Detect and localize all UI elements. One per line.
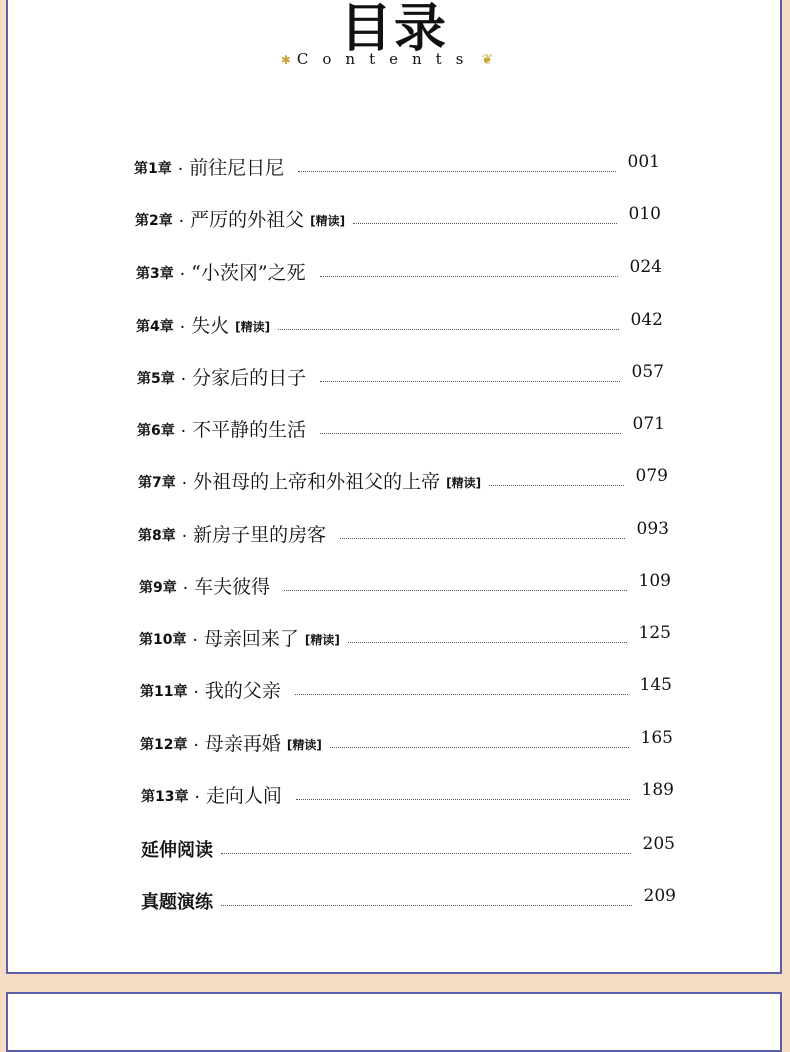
page-number: 071: [632, 414, 665, 434]
toc-page: [6, 0, 782, 974]
chapter-title: 车夫彼得: [194, 576, 271, 598]
dot-leader: [340, 538, 624, 539]
chapter-number: 第9章: [139, 580, 177, 596]
chapter-title: 严厉的外祖父: [190, 209, 305, 231]
page-number: 024: [629, 257, 662, 277]
toc-row[interactable]: [138, 517, 669, 547]
toc-row-extra[interactable]: [141, 832, 675, 862]
chapter-number: 第8章: [138, 528, 176, 544]
section-title: 真题演练: [141, 892, 213, 913]
page-number: 093: [636, 519, 669, 539]
toc-row[interactable]: [138, 464, 668, 494]
chapter-title: 分家后的日子: [192, 367, 307, 389]
page-number: 109: [638, 571, 671, 591]
chapter-title: “小茨冈”之死: [191, 262, 306, 284]
separator: ·: [182, 579, 189, 599]
page-number: 125: [638, 623, 671, 643]
dot-leader: [320, 276, 618, 277]
separator: ·: [192, 631, 198, 651]
separator: ·: [194, 788, 200, 808]
star-icon: ✱: [280, 53, 297, 67]
chapter-number: 第1章: [134, 161, 172, 177]
leaf-icon: ❦: [481, 52, 508, 68]
chapter-number: 第5章: [137, 371, 175, 387]
page-number: 165: [640, 728, 673, 748]
page-number: 079: [635, 466, 668, 486]
dot-leader: [221, 905, 632, 906]
intensive-reading-tag: [精读]: [304, 633, 340, 647]
toc-row[interactable]: [141, 778, 674, 808]
toc-row[interactable]: [137, 360, 664, 390]
toc-row-extra[interactable]: [141, 884, 676, 914]
dot-leader: [320, 381, 619, 382]
page-number: 010: [628, 204, 661, 224]
separator: ·: [181, 474, 188, 494]
chapter-number: 第11章: [140, 684, 188, 700]
dot-leader: [296, 799, 630, 800]
toc-row[interactable]: [134, 150, 660, 180]
page-number: 205: [642, 834, 675, 854]
page-number: 001: [627, 152, 660, 172]
separator: ·: [180, 422, 187, 442]
chapter-title: 母亲回来了: [203, 628, 299, 650]
dot-leader: [278, 329, 618, 330]
separator: ·: [177, 160, 184, 180]
dot-leader: [284, 590, 626, 591]
subtitle-text: Contents: [296, 50, 478, 68]
chapter-number: 第3章: [136, 266, 174, 282]
chapter-title: 我的父亲: [204, 680, 281, 702]
separator: ·: [179, 265, 186, 285]
section-title: 延伸阅读: [141, 840, 213, 861]
intensive-reading-tag: [精读]: [446, 476, 482, 490]
dot-leader: [320, 433, 620, 434]
dot-leader: [489, 485, 623, 486]
dot-leader: [348, 642, 627, 643]
separator: ·: [193, 736, 199, 756]
toc-row[interactable]: [136, 255, 662, 285]
chapter-title: 新房子里的房客: [193, 524, 327, 546]
next-page: [6, 992, 782, 1052]
toc-row[interactable]: [140, 673, 672, 703]
toc-row[interactable]: [139, 621, 671, 651]
page-number: 209: [643, 886, 676, 906]
toc-row[interactable]: [140, 726, 673, 756]
page-number: 057: [631, 362, 664, 382]
chapter-number: 第10章: [139, 632, 187, 648]
chapter-number: 第7章: [138, 475, 176, 491]
separator: ·: [181, 527, 188, 547]
chapter-title: 不平静的生活: [192, 419, 307, 441]
chapter-number: 第2章: [135, 213, 173, 229]
page-number: 042: [630, 310, 663, 330]
chapter-title: 失火: [191, 315, 230, 337]
separator: ·: [180, 370, 187, 390]
dot-leader: [353, 223, 616, 224]
dot-leader: [298, 171, 615, 172]
chapter-title: 前往尼日尼: [189, 157, 285, 179]
toc-row[interactable]: [139, 569, 671, 599]
chapter-number: 第4章: [136, 319, 174, 335]
intensive-reading-tag: [精读]: [235, 320, 271, 334]
dot-leader: [330, 747, 629, 748]
intensive-reading-tag: [精读]: [286, 738, 322, 752]
dot-leader: [295, 694, 628, 695]
chapter-title: 母亲再婚: [204, 733, 281, 755]
chapter-number: 第13章: [141, 789, 189, 805]
table-of-contents: [8, 0, 780, 972]
separator: ·: [193, 683, 199, 703]
page-number: 145: [639, 675, 672, 695]
toc-row[interactable]: [136, 308, 663, 338]
page-title: 目录: [339, 0, 448, 59]
dot-leader: [221, 853, 631, 854]
chapter-title: 走向人间: [205, 785, 282, 807]
separator: ·: [178, 212, 185, 232]
intensive-reading-tag: [精读]: [310, 214, 346, 228]
chapter-number: 第6章: [137, 423, 175, 439]
toc-row[interactable]: [137, 412, 665, 442]
page-number: 189: [641, 780, 674, 800]
chapter-number: 第12章: [140, 737, 188, 753]
separator: ·: [179, 318, 186, 338]
chapter-title: 外祖母的上帝和外祖父的上帝: [193, 471, 441, 493]
toc-row[interactable]: [135, 202, 661, 232]
